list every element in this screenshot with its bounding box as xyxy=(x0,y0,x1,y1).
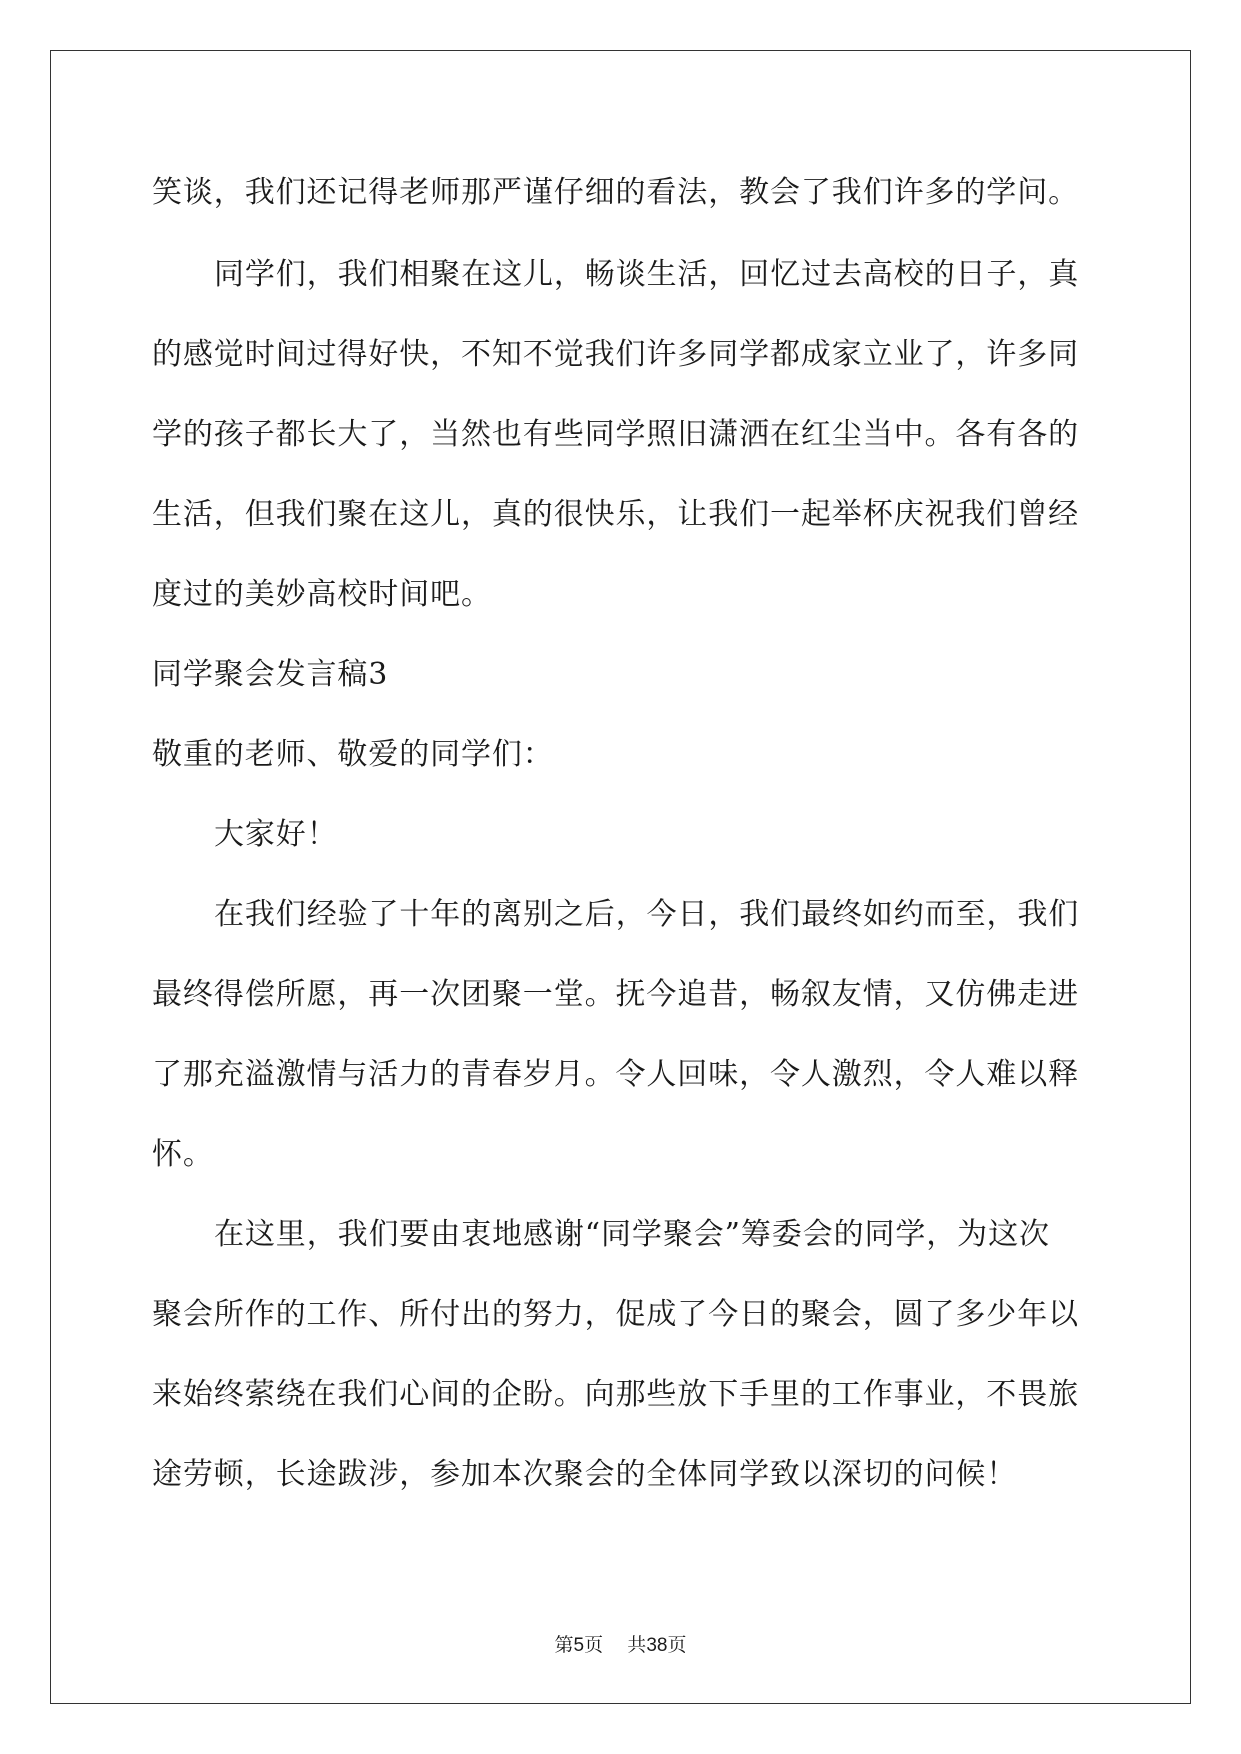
page-footer xyxy=(0,1630,1241,1657)
total-prefix: 共 xyxy=(627,1634,647,1656)
greeting: 大家好！ xyxy=(214,817,338,852)
total-pages: 38 xyxy=(646,1635,668,1656)
page-border xyxy=(50,50,1191,1704)
section-heading: 同学聚会发言稿3 xyxy=(152,657,389,692)
page-suffix: 页 xyxy=(584,1634,604,1656)
page-number: 5 xyxy=(573,1635,585,1656)
text-line: 度过的美妙高校时间吧。 xyxy=(152,577,492,612)
text-line: 在我们经验了十年的离别之后，今日，我们最终如约而至，我们 xyxy=(214,897,1080,932)
text-line: 在这里，我们要由衷地感谢“同学聚会”筹委会的同学，为这次 xyxy=(214,1217,1050,1252)
text-line: 了那充溢激情与活力的青春岁月。令人回味，令人激烈，令人难以释 xyxy=(152,1057,1079,1092)
text-line: 聚会所作的工作、所付出的努力，促成了今日的聚会，圆了多少年以 xyxy=(152,1297,1079,1332)
text-line: 同学们，我们相聚在这儿，畅谈生活，回忆过去高校的日子，真 xyxy=(214,257,1080,292)
text-line: 学的孩子都长大了，当然也有些同学照旧潇洒在红尘当中。各有各的 xyxy=(152,417,1079,452)
text-line: 最终得偿所愿，再一次团聚一堂。抚今追昔，畅叙友情，又仿佛走进 xyxy=(152,977,1079,1012)
text-line: 怀。 xyxy=(152,1137,214,1172)
text-line: 的感觉时间过得好快，不知不觉我们许多同学都成家立业了，许多同 xyxy=(152,337,1079,372)
text-line: 来始终萦绕在我们心间的企盼。向那些放下手里的工作事业，不畏旅 xyxy=(152,1377,1079,1412)
text-line: 笑谈，我们还记得老师那严谨仔细的看法，教会了我们许多的学问。 xyxy=(152,175,1079,210)
text-line: 生活，但我们聚在这儿，真的很快乐，让我们一起举杯庆祝我们曾经 xyxy=(152,497,1079,532)
total-suffix: 页 xyxy=(667,1634,687,1656)
text-line: 途劳顿，长途跋涉，参加本次聚会的全体同学致以深切的问候！ xyxy=(152,1457,1018,1492)
page-prefix: 第 xyxy=(554,1634,574,1656)
salutation: 敬重的老师、敬爱的同学们： xyxy=(152,737,554,772)
